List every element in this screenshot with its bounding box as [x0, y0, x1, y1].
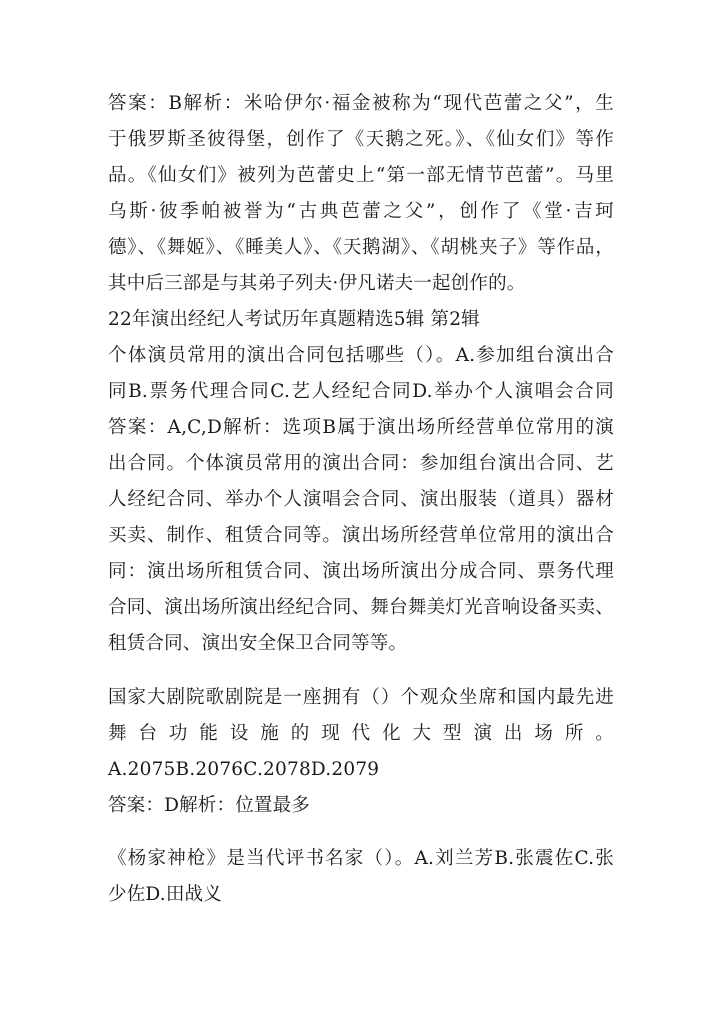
question-text: 《杨家神枪》是当代评书名家（）。A.刘兰芳B.张震佐C.张 [108, 848, 614, 869]
question-text: 舞台功能设施的现代化大型演出场所。 [108, 723, 614, 744]
text-line: 德》、《舞姬》、《睡美人》、《天鹅湖》、《胡桃夹子》等作品， [108, 237, 614, 258]
text-line: 于俄罗斯圣彼得堡，创作了《天鹅之死。》、《仙女们》等作 [108, 129, 614, 150]
answer-text: 出合同。个体演员常用的演出合同：参加组台演出合同、艺 [108, 453, 614, 474]
question-text: 个体演员常用的演出合同包括哪些（）。A.参加组台演出合 [108, 345, 614, 366]
section-heading: 22年演出经纪人考试历年真题精选5辑 第2辑 [108, 309, 480, 330]
answer-text: 答案：D解析：位置最多 [108, 795, 311, 816]
question-options: A.2075B.2076C.2078D.2079 [108, 759, 380, 780]
text-line: 品。《仙女们》被列为芭蕾史上“第一部无情节芭蕾”。马里 [108, 165, 614, 186]
answer-text: 合同、演出场所演出经纪合同、舞台舞美灯光音响设备买卖、 [108, 597, 614, 618]
answer-text: 同：演出场所租赁合同、演出场所演出分成合同、票务代理 [108, 561, 614, 582]
question-text: 国家大剧院歌剧院是一座拥有（）个观众坐席和国内最先进 [108, 687, 614, 708]
question-text: 同B.票务代理合同C.艺人经纪合同D.举办个人演唱会合同 [108, 381, 614, 402]
text-line: 其中后三部是与其弟子列夫·伊凡诺夫一起创作的。 [108, 273, 526, 294]
answer-text: 人经纪合同、举办个人演唱会合同、演出服装（道具）器材 [108, 489, 614, 510]
question-options: 少佐D.田战义 [108, 884, 222, 905]
text-line: 乌斯·彼季帕被誉为“古典芭蕾之父”，创作了《堂·吉珂 [108, 201, 614, 222]
answer-text: 租赁合同、演出安全保卫合同等等。 [108, 633, 408, 654]
answer-text: 答案：A,C,D解析：选项B属于演出场所经营单位常用的演 [108, 417, 614, 438]
text-line: 答案：B解析：米哈伊尔·福金被称为“现代芭蕾之父”，生 [108, 93, 614, 114]
answer-text: 买卖、制作、租赁合同等。演出场所经营单位常用的演出合 [108, 525, 614, 546]
